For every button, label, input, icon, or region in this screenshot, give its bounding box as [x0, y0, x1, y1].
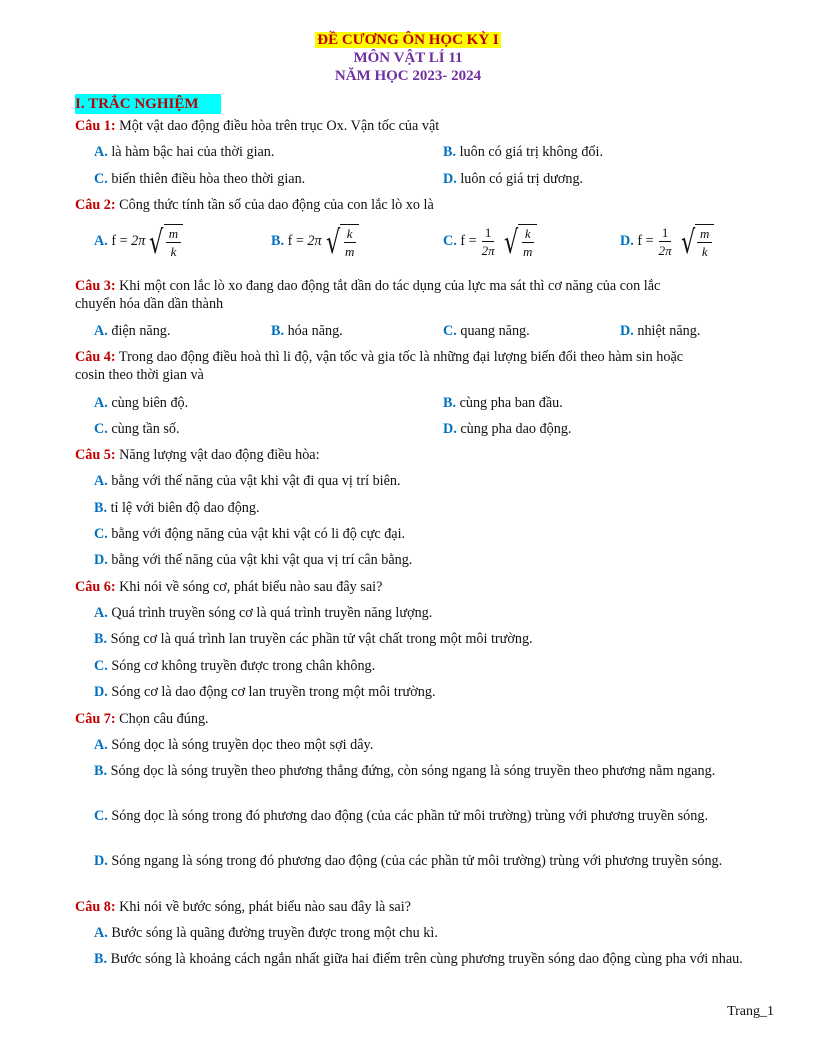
q5-option-d: D. bằng với thế năng của vật khi vật qua vị trí cân bằng. — [94, 552, 413, 568]
q3-option-d: D. nhiệt năng. — [620, 323, 701, 339]
q2-option-b: B. f = 2π √ $\frac{k}{m}$ — [271, 224, 359, 259]
sqrt-sign: √ $\frac{k}{m}$ — [323, 224, 360, 259]
question-5: Câu 5: Năng lượng vật dao động điều hòa: — [75, 447, 320, 463]
question-4: Câu 4: Trong dao động điều hoà thì li độ, vận tốc và gia tốc là những đại lượng biến đổi theo hàm sin hoặc — [75, 349, 684, 365]
q8-option-a: A. Bước sóng là quãng đường truyền được trong một chu kì. — [94, 925, 438, 941]
question-3-cont: chuyển hóa dần dần thành — [75, 296, 224, 312]
formula-lhs: f = — [111, 233, 128, 249]
q6-option-d: D. Sóng cơ là dao động cơ lan truyền trong một môi trường. — [94, 684, 436, 700]
q2-option-a: A. f = 2π √ $\frac{m}{k}$ — [94, 224, 183, 259]
question-8: Câu 8: Khi nói về bước sóng, phát biểu nào sau đây là sai? — [75, 899, 411, 915]
q1-option-d: D. luôn có giá trị dương. — [443, 171, 584, 187]
section-heading: I. TRẮC NGHIỆM — [75, 94, 221, 114]
q3-option-a: A. điện năng. — [94, 323, 171, 339]
page-number: Trang_1 — [727, 1004, 774, 1019]
sqrt-sign: √ $\frac{k}{m}$ — [501, 224, 538, 259]
q2-option-d: D. f = $\frac{1}{2\pi}$ √ $\frac{m}{k}$ — [620, 224, 714, 259]
question-7: Câu 7: Chọn câu đúng. — [75, 711, 209, 727]
q3-option-c: C. quang năng. — [443, 323, 530, 339]
question-3: Câu 3: Khi một con lắc lò xo đang dao động tắt dần do tác dụng của lực ma sát thì cơ năng của con lắc — [75, 278, 661, 294]
q4-option-d: D. cùng pha dao động. — [443, 421, 572, 437]
q4-option-a: A. cùng biên độ. — [94, 395, 189, 411]
q8-option-b: B. Bước sóng là khoảng cách ngắn nhất giữa hai điểm trên cùng phương truyền sóng dao động cùng pha với nhau. — [94, 951, 743, 967]
sqrt-sign: √ $\frac{m}{k}$ — [146, 224, 183, 259]
q6-option-c: C. Sóng cơ không truyền được trong chân không. — [94, 658, 376, 674]
sqrt-sign: √ $\frac{m}{k}$ — [678, 224, 715, 259]
question-1: Câu 1: Một vật dao động điều hòa trên trục Ox. Vận tốc của vật — [75, 118, 440, 134]
document-title: ĐỀ CƯƠNG ÔN HỌC KỲ I — [317, 32, 499, 48]
q5-option-c: C. bằng với động năng của vật khi vật có li độ cực đại. — [94, 526, 406, 542]
q7-option-b: B. Sóng dọc là sóng truyền theo phương thẳng đứng, còn sóng ngang là sóng truyền theo phương nằm ngang. — [94, 763, 716, 779]
q5-option-a: A. bằng với thế năng của vật khi vật đi qua vị trí biên. — [94, 473, 401, 489]
question-6: Câu 6: Khi nói về sóng cơ, phát biểu nào sau đây sai? — [75, 579, 383, 595]
q5-option-b: B. tỉ lệ với biên độ dao động. — [94, 500, 260, 516]
q1-option-a: A. là hàm bậc hai của thời gian. — [94, 144, 275, 160]
q7-option-d: D. Sóng ngang là sóng trong đó phương dao động (của các phần tử môi trường) trùng với phương truyền sóng. — [94, 853, 723, 869]
q2-option-c: C. f = $\frac{1}{2\pi}$ √ $\frac{k}{m}$ — [443, 224, 537, 259]
q6-option-b: B. Sóng cơ là quá trình lan truyền các phần tử vật chất trong một môi trường. — [94, 631, 533, 647]
q7-option-a: A. Sóng dọc là sóng truyền dọc theo một sợi dây. — [94, 737, 374, 753]
q7-option-c: C. Sóng dọc là sóng trong đó phương dao động (của các phần tử môi trường) trùng với phương truyền sóng. — [94, 808, 708, 824]
q6-option-a: A. Quá trình truyền sóng cơ là quá trình truyền năng lượng. — [94, 605, 433, 621]
school-year: NĂM HỌC 2023- 2024 — [334, 68, 482, 84]
q3-option-b: B. hóa năng. — [271, 323, 343, 339]
q1-option-c: C. biến thiên điều hòa theo thời gian. — [94, 171, 306, 187]
q4-option-c: C. cùng tần số. — [94, 421, 180, 437]
q1-option-b: B. luôn có giá trị không đổi. — [443, 144, 603, 160]
question-4-cont: cosin theo thời gian và — [75, 367, 204, 383]
question-2: Câu 2: Công thức tính tần số của dao động của con lắc lò xo là — [75, 197, 434, 213]
subject-title: MÔN VẬT LÍ 11 — [353, 50, 463, 66]
q4-option-b: B. cùng pha ban đầu. — [443, 395, 563, 411]
